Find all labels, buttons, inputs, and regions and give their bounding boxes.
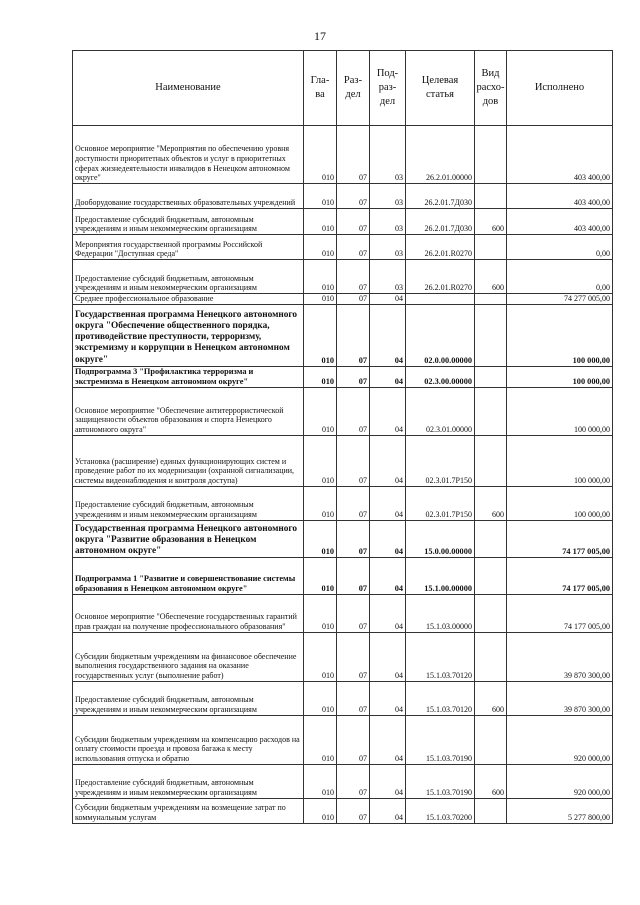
row-glava: 010 (304, 294, 337, 305)
row-razdel: 07 (337, 366, 370, 387)
table-row (73, 764, 613, 798)
table-row (73, 304, 613, 366)
row-glava: 010 (304, 681, 337, 715)
row-target-article: 15.1.03.70120 (406, 632, 475, 681)
row-glava: 010 (304, 126, 337, 184)
row-target-article: 26.2.01.R0270 (406, 260, 475, 294)
row-podrazdel: 04 (370, 366, 406, 387)
row-glava: 010 (304, 435, 337, 486)
row-expense-type: 600 (475, 681, 507, 715)
row-executed: 5 277 800,00 (507, 798, 613, 823)
row-expense-type (475, 520, 507, 557)
row-target-article: 02.3.01.7P150 (406, 486, 475, 520)
row-executed: 74 277 005,00 (507, 294, 613, 305)
row-podrazdel: 03 (370, 209, 406, 235)
row-razdel: 07 (337, 557, 370, 594)
row-target-article (406, 294, 475, 305)
header-razdel: Раз- дел (337, 51, 370, 126)
row-target-article: 15.1.03.00000 (406, 594, 475, 632)
row-expense-type (475, 387, 507, 435)
row-glava: 010 (304, 798, 337, 823)
row-razdel: 07 (337, 681, 370, 715)
row-executed: 100 000,00 (507, 435, 613, 486)
row-target-article: 15.1.00.00000 (406, 557, 475, 594)
row-executed: 403 400,00 (507, 126, 613, 184)
row-expense-type (475, 632, 507, 681)
row-podrazdel: 04 (370, 294, 406, 305)
row-name: Подпрограмма 1 "Развитие и совершенствование системы образования в Ненецком автономном округе" (73, 557, 304, 594)
table-row (73, 260, 613, 294)
row-razdel: 07 (337, 294, 370, 305)
table-row (73, 486, 613, 520)
row-target-article: 02.0.00.00000 (406, 304, 475, 366)
table-row (73, 126, 613, 184)
row-glava: 010 (304, 366, 337, 387)
row-name: Основное мероприятие "Мероприятия по обеспечению уровня доступности приоритетных объектов и услуг в приоритетных сферах жизнедеятельности инвалидов в Ненецком автономном округе" (73, 126, 304, 184)
row-expense-type: 600 (475, 209, 507, 235)
row-razdel: 07 (337, 486, 370, 520)
row-podrazdel: 04 (370, 486, 406, 520)
row-podrazdel: 04 (370, 798, 406, 823)
row-executed: 920 000,00 (507, 715, 613, 764)
budget-table (72, 50, 613, 824)
row-expense-type (475, 235, 507, 260)
row-razdel: 07 (337, 126, 370, 184)
row-expense-type (475, 435, 507, 486)
row-podrazdel: 03 (370, 235, 406, 260)
row-executed: 100 000,00 (507, 387, 613, 435)
row-glava: 010 (304, 235, 337, 260)
row-glava: 010 (304, 557, 337, 594)
row-expense-type: 600 (475, 486, 507, 520)
row-glava: 010 (304, 209, 337, 235)
table-row (73, 798, 613, 823)
row-glava: 010 (304, 764, 337, 798)
row-glava: 010 (304, 260, 337, 294)
row-name: Предоставление субсидий бюджетным, автономным учреждениям и иным некоммерческим организациям (73, 681, 304, 715)
row-target-article: 15.1.03.70200 (406, 798, 475, 823)
row-podrazdel: 04 (370, 632, 406, 681)
row-razdel: 07 (337, 235, 370, 260)
row-podrazdel: 04 (370, 520, 406, 557)
row-glava: 010 (304, 184, 337, 209)
table-row (73, 557, 613, 594)
row-target-article: 26.2.01.R0270 (406, 235, 475, 260)
row-executed: 0,00 (507, 260, 613, 294)
row-podrazdel: 04 (370, 557, 406, 594)
row-razdel: 07 (337, 632, 370, 681)
row-podrazdel: 04 (370, 715, 406, 764)
row-executed: 74 177 005,00 (507, 520, 613, 557)
row-glava: 010 (304, 520, 337, 557)
row-razdel: 07 (337, 435, 370, 486)
row-podrazdel: 04 (370, 435, 406, 486)
row-expense-type (475, 798, 507, 823)
row-razdel: 07 (337, 594, 370, 632)
row-expense-type (475, 184, 507, 209)
row-expense-type: 600 (475, 260, 507, 294)
table-header-row (73, 51, 613, 126)
row-glava: 010 (304, 486, 337, 520)
row-razdel: 07 (337, 715, 370, 764)
row-name: Дооборудование государственных образовательных учреждений (73, 184, 304, 209)
row-razdel: 07 (337, 184, 370, 209)
row-name: Предоставление субсидий бюджетным, автономным учреждениям и иным некоммерческим организациям (73, 260, 304, 294)
row-glava: 010 (304, 632, 337, 681)
row-executed: 403 400,00 (507, 184, 613, 209)
row-name: Государственная программа Ненецкого автономного округа "Обеспечение общественного порядка, противодействие преступности, терроризму, экстремизму и коррупции в Ненецком автономном округе" (73, 304, 304, 366)
row-executed: 0,00 (507, 235, 613, 260)
row-podrazdel: 04 (370, 594, 406, 632)
row-executed: 74 177 005,00 (507, 557, 613, 594)
row-name: Установка (расширение) единых функционирующих систем и проведение работ по их модернизации (охранной сигнализации, системы видеонаблюдения и контроля доступа) (73, 435, 304, 486)
row-executed: 403 400,00 (507, 209, 613, 235)
row-name: Предоставление субсидий бюджетным, автономным учреждениям и иным некоммерческим организациям (73, 764, 304, 798)
row-name: Подпрограмма 3 "Профилактика терроризма и экстремизма в Ненецком автономном округе" (73, 366, 304, 387)
row-razdel: 07 (337, 260, 370, 294)
table-row (73, 435, 613, 486)
row-target-article: 02.3.01.00000 (406, 387, 475, 435)
row-name: Предоставление субсидий бюджетным, автономным учреждениям и иным некоммерческим организациям (73, 209, 304, 235)
row-target-article: 26.2.01.7Д030 (406, 184, 475, 209)
row-target-article: 15.1.03.70120 (406, 681, 475, 715)
row-target-article: 15.1.03.70190 (406, 764, 475, 798)
row-executed: 39 870 300,00 (507, 632, 613, 681)
row-glava: 010 (304, 304, 337, 366)
row-podrazdel: 04 (370, 681, 406, 715)
row-expense-type (475, 304, 507, 366)
row-podrazdel: 03 (370, 184, 406, 209)
row-podrazdel: 04 (370, 304, 406, 366)
row-executed: 920 000,00 (507, 764, 613, 798)
row-razdel: 07 (337, 209, 370, 235)
row-expense-type (475, 126, 507, 184)
row-glava: 010 (304, 715, 337, 764)
table-row (73, 681, 613, 715)
table-row (73, 594, 613, 632)
row-expense-type (475, 294, 507, 305)
row-executed: 100 000,00 (507, 486, 613, 520)
table-row (73, 715, 613, 764)
row-expense-type (475, 557, 507, 594)
row-target-article: 15.1.03.70190 (406, 715, 475, 764)
table-row (73, 632, 613, 681)
row-target-article: 26.2.01.7Д030 (406, 209, 475, 235)
row-glava: 010 (304, 594, 337, 632)
row-target-article: 02.3.00.00000 (406, 366, 475, 387)
row-razdel: 07 (337, 520, 370, 557)
row-name: Основное мероприятие "Обеспечение антитеррористической защищенности объектов образования и спорта Ненецкого автономного округа" (73, 387, 304, 435)
row-expense-type (475, 366, 507, 387)
table-row (73, 209, 613, 235)
table-row (73, 184, 613, 209)
row-name: Основное мероприятие "Обеспечение государственных гарантий прав граждан на получение профессионального образования" (73, 594, 304, 632)
header-executed: Исполнено (507, 51, 613, 126)
table-row (73, 520, 613, 557)
row-podrazdel: 04 (370, 764, 406, 798)
table-row (73, 294, 613, 305)
row-podrazdel: 03 (370, 126, 406, 184)
row-name: Среднее профессиональное образование (73, 294, 304, 305)
row-name: Государственная программа Ненецкого автономного округа "Развитие образования в Ненецком автономном округе" (73, 520, 304, 557)
row-name: Мероприятия государственной программы Российской Федерации "Доступная среда" (73, 235, 304, 260)
table-row (73, 387, 613, 435)
row-executed: 100 000,00 (507, 304, 613, 366)
row-glava: 010 (304, 387, 337, 435)
header-podrazdel: Под- раз- дел (370, 51, 406, 126)
row-expense-type (475, 594, 507, 632)
row-name: Субсидии бюджетным учреждениям на компенсацию расходов на оплату стоимости проезда и провоза багажа к месту использования отпуска и обратно (73, 715, 304, 764)
row-name: Субсидии бюджетным учреждениям на финансовое обеспечение выполнения государственного задания на оказание государственных услуг (выполнение работ) (73, 632, 304, 681)
row-executed: 39 870 300,00 (507, 681, 613, 715)
row-expense-type: 600 (475, 764, 507, 798)
page-number: 17 (314, 29, 326, 43)
header-target-article: Целевая статья (406, 51, 475, 126)
row-name: Субсидии бюджетным учреждениям на возмещение затрат по коммунальным услугам (73, 798, 304, 823)
table-row (73, 235, 613, 260)
header-expense-type: Вид расхо- дов (475, 51, 507, 126)
table-row (73, 366, 613, 387)
row-name: Предоставление субсидий бюджетным, автономным учреждениям и иным некоммерческим организациям (73, 486, 304, 520)
row-target-article: 02.3.01.7P150 (406, 435, 475, 486)
header-glava: Гла- ва (304, 51, 337, 126)
row-executed: 100 000,00 (507, 366, 613, 387)
header-name: Наименование (73, 51, 304, 126)
row-target-article: 15.0.00.00000 (406, 520, 475, 557)
row-razdel: 07 (337, 304, 370, 366)
row-expense-type (475, 715, 507, 764)
row-podrazdel: 03 (370, 260, 406, 294)
row-executed: 74 177 005,00 (507, 594, 613, 632)
row-razdel: 07 (337, 798, 370, 823)
row-target-article: 26.2.01.00000 (406, 126, 475, 184)
row-razdel: 07 (337, 764, 370, 798)
row-razdel: 07 (337, 387, 370, 435)
row-podrazdel: 04 (370, 387, 406, 435)
